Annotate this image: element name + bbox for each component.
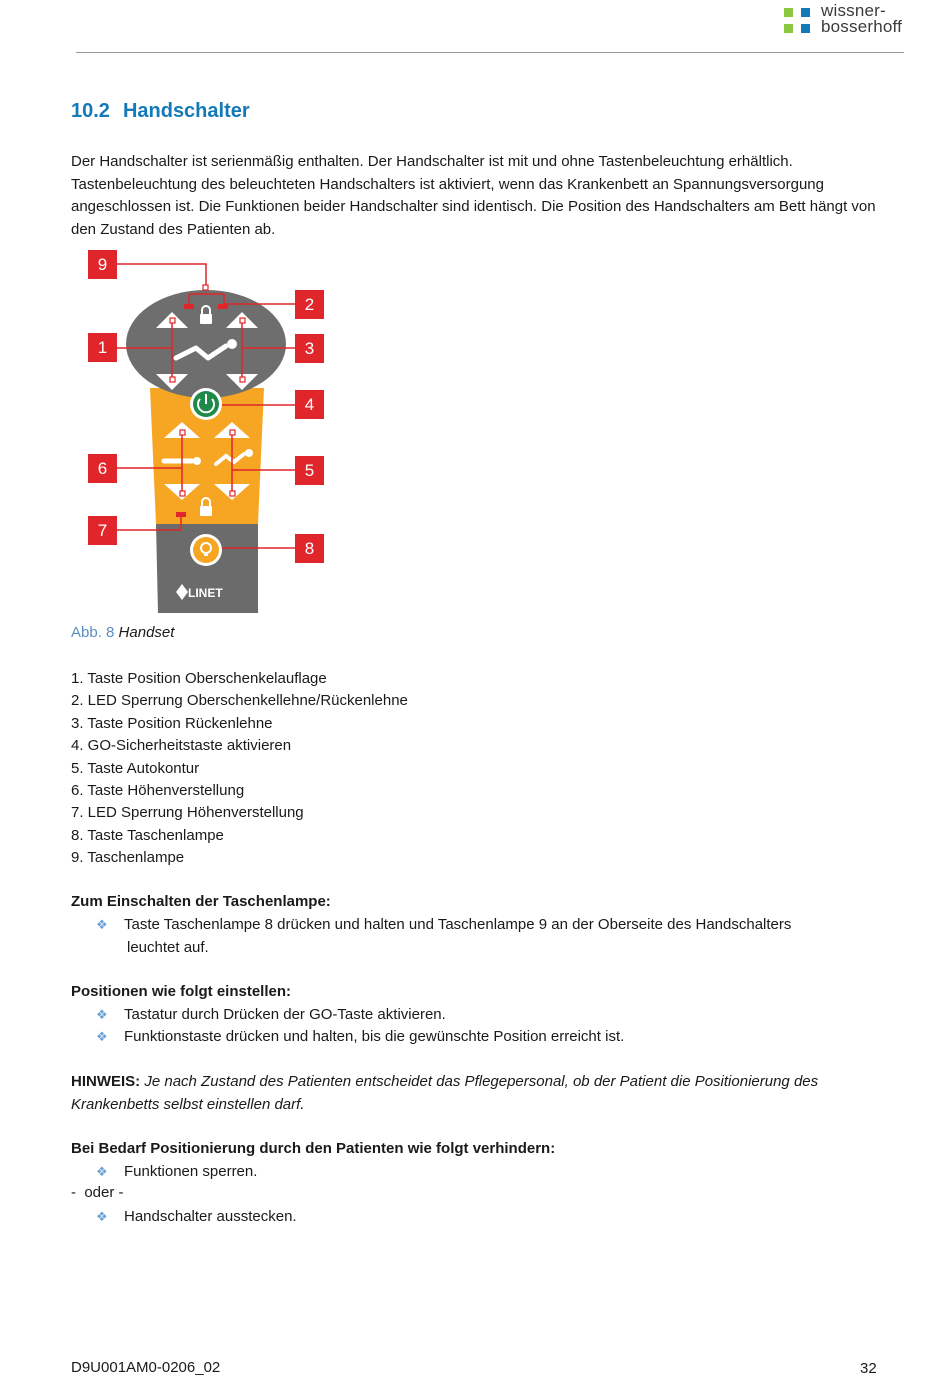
- section-title: Handschalter: [122, 100, 250, 122]
- callout-label-8: 8: [304, 539, 315, 558]
- figure-caption: [71, 624, 174, 641]
- logo-text-line2: bosserhoff: [821, 17, 903, 36]
- intro-paragraph: Der Handschalter ist serienmäßig enthalten. Der Handschalter ist mit und ohne Tastenbeleuchtung erhältlich. Tastenbeleuchtung des beleuchteten Handschalters ist aktiviert, wenn das Krankenbett an Spannungsversorgung angeschlossen ist. Die Funktionen beider Handschalter sind identisch. Die Position des Handschalters am Bett hängt von den Zustand des Patienten ab.: [71, 153, 876, 238]
- prevent-bullet-2: [96, 1206, 876, 1229]
- callout-4: [295, 390, 324, 419]
- bullet-diamond-icon: ❖: [96, 1029, 108, 1044]
- prevent-heading: Bei Bedarf Positionierung durch den Patienten wie folgt verhindern:: [71, 1140, 556, 1157]
- callout-3: [295, 334, 324, 363]
- callout-1: [88, 333, 117, 362]
- positions-bullet-2: [96, 1026, 876, 1049]
- callout-7: [88, 516, 117, 545]
- callout-label-4: 4: [304, 395, 315, 414]
- legend-item: 8. Taste Taschenlampe: [71, 826, 224, 844]
- callout-9: [88, 250, 117, 279]
- callout-label-2: 2: [304, 295, 315, 314]
- logo-square-blue-bottom: [801, 24, 810, 33]
- legend-item: 1. Taste Position Oberschenkelauflage: [71, 670, 327, 687]
- callout-label-6: 6: [97, 459, 108, 478]
- positions-heading: Positionen wie folgt einstellen:: [71, 983, 292, 1000]
- callout-label-9: 9: [97, 255, 108, 274]
- flashlight-bullet: [96, 914, 876, 959]
- callout-label-3: 3: [304, 339, 315, 358]
- callout-8: [295, 534, 324, 563]
- handset-brand: LINET: [188, 586, 223, 600]
- caption-label: Abb. 8: [71, 624, 115, 641]
- bullet-diamond-icon: ❖: [96, 1209, 108, 1224]
- legend-item: 5. Taste Autokontur: [71, 759, 200, 777]
- legend-item: 3. Taste Position Rückenlehne: [71, 714, 273, 732]
- legend-item: 7. LED Sperrung Höhenverstellung: [71, 804, 304, 822]
- callout-5: [295, 456, 324, 485]
- led-height: [176, 512, 186, 517]
- note-text: Je nach Zustand des Patienten entscheidet das Pflegepersonal, ob der Patient die Positionierung des Krankenbetts selbst einstellen darf.: [71, 1073, 819, 1113]
- flashlight-bullet-line2: leuchtet auf.: [127, 938, 209, 956]
- note-paragraph: [71, 1071, 891, 1116]
- caption-text: Handset: [118, 624, 175, 641]
- logo-text-line1: wissner-: [821, 1, 886, 20]
- section-heading: [71, 100, 250, 123]
- bullet-diamond-icon: ❖: [96, 1164, 108, 1179]
- logo-square-green-top: [784, 8, 793, 17]
- document-number: D9U001AM0-0206_02: [71, 1359, 221, 1376]
- bullet-diamond-icon: ❖: [96, 1007, 108, 1022]
- positions-bullet-text: Tastatur durch Drücken der GO-Taste aktivieren.: [124, 1006, 446, 1023]
- positions-bullet-text: Funktionstaste drücken und halten, bis die gewünschte Position erreicht ist.: [124, 1028, 625, 1045]
- section-number: 10.2: [71, 100, 110, 122]
- flashlight-heading: Zum Einschalten der Taschenlampe:: [71, 893, 331, 910]
- or-separator: - oder -: [71, 1184, 124, 1201]
- header-rule: [76, 52, 904, 53]
- legend-list: [71, 668, 408, 870]
- page-number: 32: [860, 1360, 877, 1377]
- legend-item: 2. LED Sperrung Oberschenkellehne/Rückenlehne: [71, 692, 408, 710]
- logo-square-green-bottom: [784, 24, 793, 33]
- legend-item: 9. Taschenlampe: [71, 849, 185, 867]
- led-left-top: [184, 304, 194, 309]
- prevent-bullet-text: Funktionen sperren.: [124, 1163, 258, 1180]
- callout-label-5: 5: [304, 461, 315, 480]
- bullet-diamond-icon: ❖: [96, 917, 108, 932]
- positions-bullet-1: [96, 1004, 876, 1027]
- callout-6: [88, 454, 117, 483]
- callout-label-1: 1: [97, 338, 108, 357]
- callout-2: [295, 290, 324, 319]
- logo-square-blue-top: [801, 8, 810, 17]
- company-logo: [784, 2, 924, 36]
- handset-figure: [84, 248, 334, 616]
- flashlight-bullet-line1: Taste Taschenlampe 8 drücken und halten und Taschenlampe 9 an der Oberseite des Handschalters: [124, 916, 792, 933]
- prevent-bullet-text: Handschalter ausstecken.: [124, 1208, 297, 1225]
- prevent-bullet-1: [96, 1161, 876, 1184]
- legend-item: 4. GO-Sicherheitstaste aktivieren: [71, 737, 292, 755]
- handset-diagram: [84, 248, 334, 616]
- legend-item: 6. Taste Höhenverstellung: [71, 782, 245, 800]
- note-label: HINWEIS:: [71, 1073, 141, 1090]
- callout-label-7: 7: [97, 521, 108, 540]
